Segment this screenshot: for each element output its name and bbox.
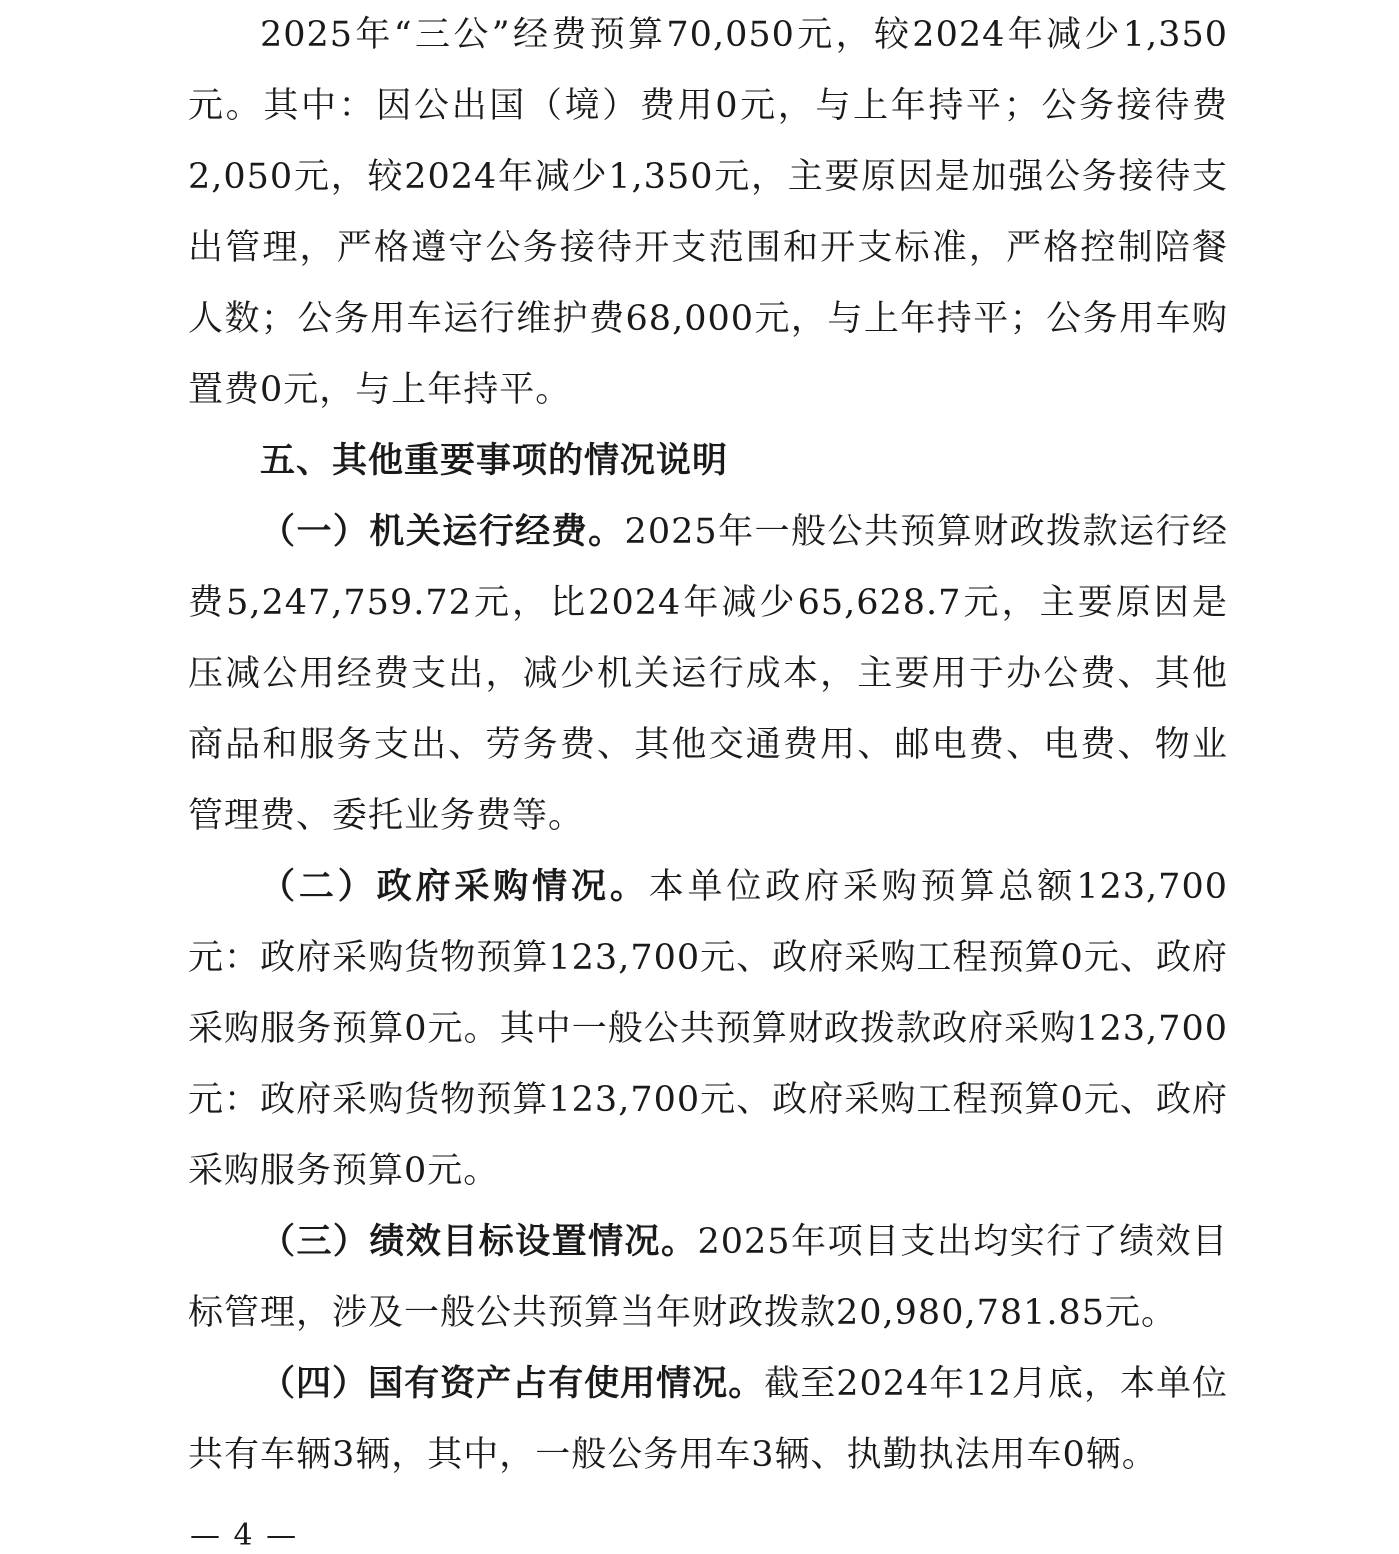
subheading-state-assets: （四）国有资产占有使用情况。 (260, 1364, 765, 1404)
paragraph-operating-expenses (188, 497, 1228, 852)
section-heading-other-matters: 五、其他重要事项的情况说明 (260, 441, 729, 481)
paragraph-three-public-expenses: 2025年“三公”经费预算70,050元，较2024年减少1,350元。其中：因公出国（境）费用0元，与上年持平；公务接待费2,050元，较2024年减少1,350元，主要原因是加强公务接待支出管理，严格遵守公务接待开支范围和开支标准，严格控制陪餐人数；公务用车运行维护费68,000元，与上年持平；公务用车购置费0元，与上年持平。 (188, 15, 1228, 410)
subheading-government-procurement: （二）政府采购情况。 (260, 867, 649, 907)
document-page (188, 0, 1228, 1491)
paragraph-government-procurement (188, 852, 1228, 1207)
body-operating-expenses: 2025年一般公共预算财政拨款运行经费5,247,759.72元，比2024年减少65,628.7元，主要原因是压减公用经费支出，减少机关运行成本，主要用于办公费、其他商品和服务支出、劳务费、其他交通费用、邮电费、电费、物业管理费、委托业务费等。 (188, 512, 1228, 836)
page-number: — 4 — (190, 1518, 299, 1553)
body-performance-targets: 2025年项目支出均实行了绩效目标管理，涉及一般公共预算当年财政拨款20,980,781.85元。 (188, 1222, 1228, 1333)
subheading-performance-targets: （三）绩效目标设置情况。 (260, 1222, 698, 1262)
body-state-assets: 截至2024年12月底，本单位共有车辆3辆，其中，一般公务用车3辆、执勤执法用车0辆。 (188, 1364, 1228, 1475)
body-government-procurement: 本单位政府采购预算总额123,700元：政府采购货物预算123,700元、政府采购工程预算0元、政府采购服务预算0元。其中一般公共预算财政拨款政府采购123,700元：政府采购货物预算123,700元、政府采购工程预算0元、政府采购服务预算0元。 (188, 867, 1228, 1191)
subheading-operating-expenses: （一）机关运行经费。 (260, 512, 625, 552)
paragraph-state-assets (188, 1349, 1228, 1491)
paragraph-performance-targets (188, 1207, 1228, 1349)
